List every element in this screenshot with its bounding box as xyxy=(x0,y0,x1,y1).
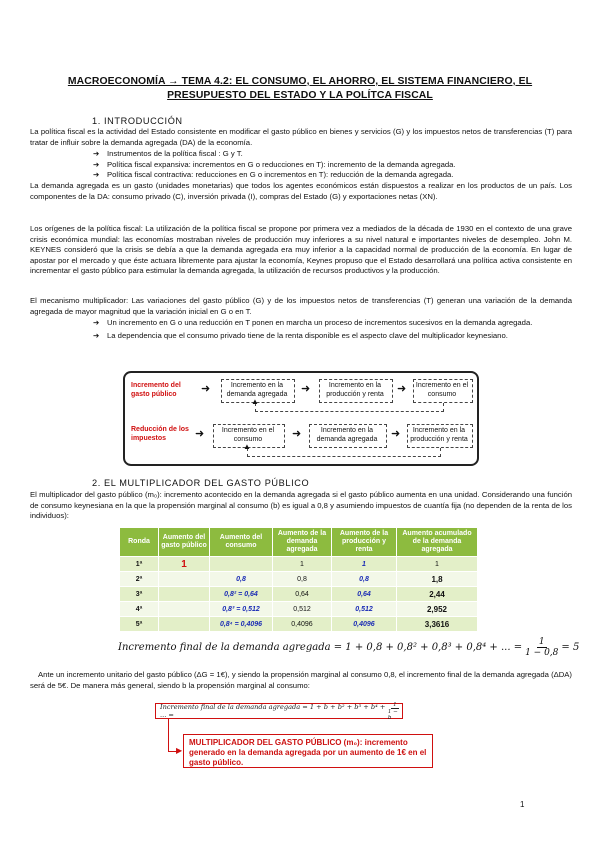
multiplier-definition-box: MULTIPLICADOR DEL GASTO PÚBLICO (m₀): incremento generado en la demanda agregada por un aumento de 1€ en el gasto público. xyxy=(183,734,433,768)
title-line-1: MACROECONOMÍA → TEMA 4.2: EL CONSUMO, EL AHORRO, EL SISTEMA FINANCIERO, EL xyxy=(67,76,533,87)
arrow-up-icon: ▲ xyxy=(251,397,259,406)
section1-bullets-2 xyxy=(93,318,573,341)
section1-paragraph-3: Los orígenes de la política fiscal: La utilización de la política fiscal se propone por primera vez a mediados de la década de 1930 en el contexto de una grave crisis económica mundial: las economías mostraban niveles de producción muy inferiores a su nivel natural e importantes niveles de desempleo. John M. KEYNES consideró que la crisis se debía a que la demanda agregada era muy inferior a la capacidad normal de producción de la economía. En lugar de apostar por el mercado y que éste actuara libremente para ajustar la economía, Keynes propuso que el Estado desarrollará una política activa consistente en incrementar el gasto público para estimular la demanda agregada, la utilización de recursos productivos y la producción. xyxy=(30,224,572,276)
table-row: 3ª 0,8² = 0,64 0,64 0,64 2,44 xyxy=(120,587,478,602)
table-header: Aumento del consumo xyxy=(210,528,273,557)
section1-bullets-1 xyxy=(93,149,573,181)
list-item: ➔ La dependencia que el consumo privado tiene de la renta disponible es el aspecto clave del multiplicador keynesiano. xyxy=(93,330,508,340)
arrow-right-icon: ➜ xyxy=(195,428,205,440)
section2-heading: 2. EL MULTIPLICADOR DEL GASTO PÚBLICO xyxy=(92,478,310,488)
table-header: Aumento de la demanda agregada xyxy=(273,528,332,557)
flow-r1-step-4: Incremento en el consumo xyxy=(415,382,469,398)
section1-paragraph-1: La política fiscal es la actividad del Estado consistente en modificar el gasto público en bienes y servicios (G) y los impuestos netos de transferencias (T) para tratar de influir sobre la demanda agregada (DA) de la economía. xyxy=(30,127,572,147)
table-header: Aumento acumulado de la demanda agregada xyxy=(397,528,478,557)
flow-r2-step-2: Incremento en el consumo xyxy=(221,427,275,443)
flow-r1-step-3: Incremento en la producción y renta xyxy=(326,382,384,398)
fraction: $\frac{1}{1 - b}$ xyxy=(387,701,398,721)
page-number: 1 xyxy=(520,800,525,809)
multiplier-flow-diagram xyxy=(123,371,479,466)
arrow-right-icon: ➜ xyxy=(292,428,302,440)
formula-final-demand: Incremento final de la demanda agregada = 1 + 0,8 + 0,8² + 0,8³ + 0,8⁴ + ... = $\frac{1}{1 - 0,8}$ = 5 xyxy=(118,637,580,658)
flow-r2-step-3: Incremento en la demanda agregada xyxy=(316,427,378,443)
paragraph-after-formula: Ante un incremento unitario del gasto público (ΔG = 1€), y siendo la propensión marginal al consumo 0,8, el incremento final de la demanda agregada (ΔDA) será de 5€. De manera más general, siendo b la propensión marginal al consumo: xyxy=(30,670,572,690)
section1-heading: 1. INTRODUCCIÓN xyxy=(92,116,183,126)
table-row: 4ª 0,8³ = 0,512 0,512 0,512 2,952 xyxy=(120,602,478,617)
table-header: Ronda xyxy=(120,528,159,557)
section1-paragraph-2: La demanda agregada es un gasto (unidades monetarias) que todos los agentes económicos están dispuestos a realizar en los productos de un país. Los componentes de la DA: consumo privado (C), inversión privada (I), compras del Estado (G) y exportaciones netas (XN). xyxy=(30,181,572,201)
list-item: ➔ Un incremento en G o una reducción en T ponen en marcha un proceso de incrementos sucesivos en la demanda agregada. xyxy=(93,318,533,327)
page-title xyxy=(50,75,550,103)
section2-paragraph-1: El multiplicador del gasto público (m₀): incremento acontecido en la demanda agregada si el gasto público aumenta en una unidad. Considerando una función de consumo keynesiana en la que la propensión marginal al consumo (b) es igual a 0,8 y asumiendo impuestos de cuantía fija (no dependen de la renta de los individuos): xyxy=(30,490,572,521)
arrow-up-icon: ▲ xyxy=(243,442,251,451)
arrow-right-icon: ▶ xyxy=(176,746,183,755)
table-row: 1ª 1 1 1 1 xyxy=(120,557,478,572)
table-header-row xyxy=(120,528,478,557)
title-line-2: PRESUPUESTO DEL ESTADO Y LA POLÍTCA FISCAL xyxy=(167,90,433,101)
formula-general-box: Incremento final de la demanda agregada = 1 + b + b² + b³ + b⁴ + ... = $\frac{1}{1 - b}$ xyxy=(155,703,403,719)
table-header: Aumento del gasto público xyxy=(159,528,210,557)
arrow-right-icon: ➜ xyxy=(201,383,211,395)
fraction: $\frac{1}{1 - 0,8}$ xyxy=(525,637,559,658)
flow-r1-step-2: Incremento en la demanda agregada xyxy=(226,382,288,398)
list-item: ➔ Política fiscal expansiva: incrementos en G o reducciones en T): incremento de la demanda agregada. xyxy=(93,159,456,169)
section1-paragraph-4: El mecanismo multiplicador: Las variaciones del gasto público (G) y de los impuestos netos de transferencias (T) generan una variación de la demanda agregada de mayor magnitud que la variación inicial en G o en T. xyxy=(30,296,572,316)
flow-r2-step-4: Incremento en la producción y renta xyxy=(410,427,468,443)
arrow-right-icon: ➜ xyxy=(391,428,401,440)
table-row: 2ª 0,8 0,8 0,8 1,8 xyxy=(120,572,478,587)
arrow-right-icon: ➜ xyxy=(397,383,407,395)
table-header: Aumento de la producción y renta xyxy=(332,528,397,557)
arrow-right-icon: ➜ xyxy=(301,383,311,395)
flow-r2-start: Reducción de los impuestos xyxy=(131,426,189,442)
list-item: ➔ Instrumentos de la política fiscal : G y T. xyxy=(93,149,243,158)
table-row: 5ª 0,8⁴ = 0,4096 0,4096 0,4096 3,3616 xyxy=(120,617,478,632)
multiplier-table xyxy=(119,527,478,632)
list-item: ➔ Política fiscal contractiva: reducciones en G o incrementos en T): reducción de la demanda agregada. xyxy=(93,170,454,180)
flow-r1-start: Incremento del gasto público xyxy=(131,382,181,398)
